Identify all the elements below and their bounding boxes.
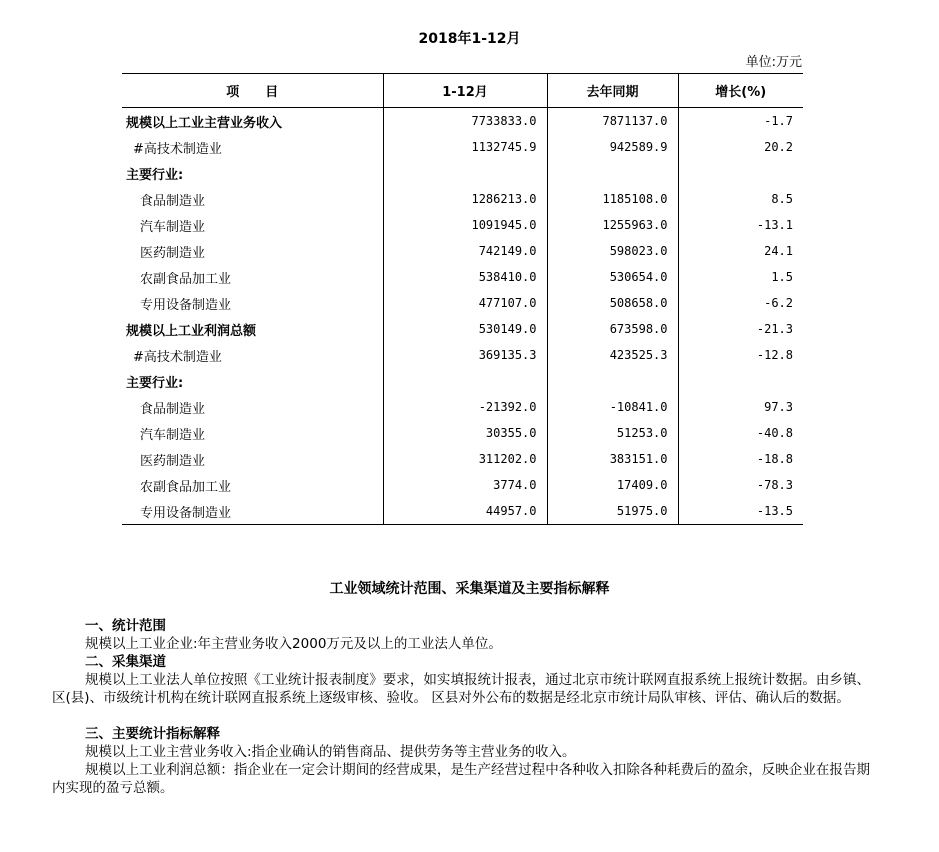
cell-current-period: 30355.0: [383, 420, 547, 446]
table-row: [122, 160, 803, 186]
cell-current-period: 311202.0: [383, 446, 547, 472]
table-row: [122, 238, 803, 264]
cell-last-year: 17409.0: [547, 472, 678, 498]
cell-current-period: 369135.3: [383, 342, 547, 368]
row-label: 主要行业:: [126, 375, 184, 391]
table-row: [122, 498, 803, 525]
cell-growth: -78.3: [678, 472, 803, 498]
table-row: [122, 342, 803, 368]
cell-last-year: 598023.0: [547, 238, 678, 264]
section-text-channel: 规模以上工业法人单位按照《工业统计报表制度》要求，如实填报统计报表，通过北京市统计联网直报系统上报统计数据。由乡镇、区(县)、市级统计机构在统计联网直报系统上逐级审核、验收。 区县对外公布的数据是经北京市统计局队审核、评估、确认后的数据。: [52, 672, 870, 706]
table-row: [122, 212, 803, 238]
cell-growth: 1.5: [678, 264, 803, 290]
table-row: [122, 394, 803, 420]
table-row: [122, 264, 803, 290]
cell-current-period: 1132745.9: [383, 134, 547, 160]
row-label: 食品制造业: [140, 193, 206, 209]
cell-growth: -21.3: [678, 316, 803, 342]
row-label: 农副食品加工业: [140, 271, 232, 287]
header-current-period: 1-12月: [383, 74, 547, 108]
cell-growth: -40.8: [678, 420, 803, 446]
cell-current-period: 477107.0: [383, 290, 547, 316]
cell-growth: 24.1: [678, 238, 803, 264]
cell-growth: [678, 160, 803, 186]
section-heading-scope: 一、统计范围: [85, 618, 166, 634]
cell-current-period: 1091945.0: [383, 212, 547, 238]
cell-last-year: 51975.0: [547, 498, 678, 525]
cell-last-year: 7871137.0: [547, 108, 678, 135]
table-row: [122, 108, 803, 135]
cell-growth: -13.1: [678, 212, 803, 238]
table-row: [122, 472, 803, 498]
table-row: [122, 446, 803, 472]
cell-last-year: [547, 160, 678, 186]
report-title: 2018年1-12月: [418, 31, 521, 47]
cell-growth: 20.2: [678, 134, 803, 160]
table-row: [122, 290, 803, 316]
cell-current-period: 742149.0: [383, 238, 547, 264]
cell-growth: -13.5: [678, 498, 803, 525]
cell-last-year: -10841.0: [547, 394, 678, 420]
table-body: [122, 108, 803, 525]
table-row: [122, 368, 803, 394]
cell-growth: -1.7: [678, 108, 803, 135]
row-label: 规模以上工业主营业务收入: [126, 115, 283, 131]
cell-growth: -18.8: [678, 446, 803, 472]
table-row: [122, 134, 803, 160]
cell-current-period: 538410.0: [383, 264, 547, 290]
cell-last-year: 383151.0: [547, 446, 678, 472]
cell-growth: [678, 368, 803, 394]
row-label: #高技术制造业: [133, 349, 222, 365]
cell-current-period: 3774.0: [383, 472, 547, 498]
statistics-table: [122, 73, 803, 525]
row-label: 汽车制造业: [140, 427, 206, 443]
cell-last-year: 1255963.0: [547, 212, 678, 238]
row-label: 食品制造业: [140, 401, 206, 417]
section-heading-indicators: 三、主要统计指标解释: [85, 726, 220, 742]
cell-last-year: 51253.0: [547, 420, 678, 446]
cell-current-period: 7733833.0: [383, 108, 547, 135]
row-label: 农副食品加工业: [140, 479, 232, 495]
cell-current-period: [383, 160, 547, 186]
cell-last-year: 508658.0: [547, 290, 678, 316]
row-label: #高技术制造业: [133, 141, 222, 157]
cell-growth: -6.2: [678, 290, 803, 316]
header-last-year: 去年同期: [547, 74, 678, 108]
cell-current-period: 1286213.0: [383, 186, 547, 212]
row-label: 医药制造业: [140, 245, 206, 261]
cell-last-year: 423525.3: [547, 342, 678, 368]
row-label: 专用设备制造业: [140, 297, 232, 313]
row-label: 汽车制造业: [140, 219, 206, 235]
row-label: 主要行业:: [126, 167, 184, 183]
cell-current-period: -21392.0: [383, 394, 547, 420]
cell-growth: 8.5: [678, 186, 803, 212]
cell-current-period: [383, 368, 547, 394]
cell-last-year: 673598.0: [547, 316, 678, 342]
cell-current-period: 530149.0: [383, 316, 547, 342]
row-label: 医药制造业: [140, 453, 206, 469]
table-row: [122, 420, 803, 446]
table-row: [122, 316, 803, 342]
section-text-revenue: 规模以上工业主营业务收入:指企业确认的销售商品、提供劳务等主营业务的收入。: [85, 744, 576, 760]
section-text-scope: 规模以上工业企业:年主营业务收入2000万元及以上的工业法人单位。: [85, 636, 502, 652]
row-label: 专用设备制造业: [122, 498, 383, 525]
header-growth: 增长(%): [678, 74, 803, 108]
header-item: 项 目: [122, 74, 383, 108]
cell-last-year: 1185108.0: [547, 186, 678, 212]
section-heading-channel: 二、采集渠道: [85, 654, 166, 670]
section-text-profit: 规模以上工业利润总额：指企业在一定会计期间的经营成果，是生产经营过程中各种收入扣除各种耗费后的盈余，反映企业在报告期内实现的盈亏总额。: [52, 762, 870, 796]
cell-last-year: [547, 368, 678, 394]
cell-current-period: 44957.0: [383, 498, 547, 525]
cell-growth: 97.3: [678, 394, 803, 420]
unit-label: 单位:万元: [745, 55, 802, 70]
explanation-title: 工业领域统计范围、采集渠道及主要指标解释: [329, 581, 610, 597]
cell-growth: -12.8: [678, 342, 803, 368]
table-header-row: [122, 74, 803, 108]
cell-last-year: 530654.0: [547, 264, 678, 290]
cell-last-year: 942589.9: [547, 134, 678, 160]
row-label: 规模以上工业利润总额: [126, 323, 257, 339]
table-row: [122, 186, 803, 212]
